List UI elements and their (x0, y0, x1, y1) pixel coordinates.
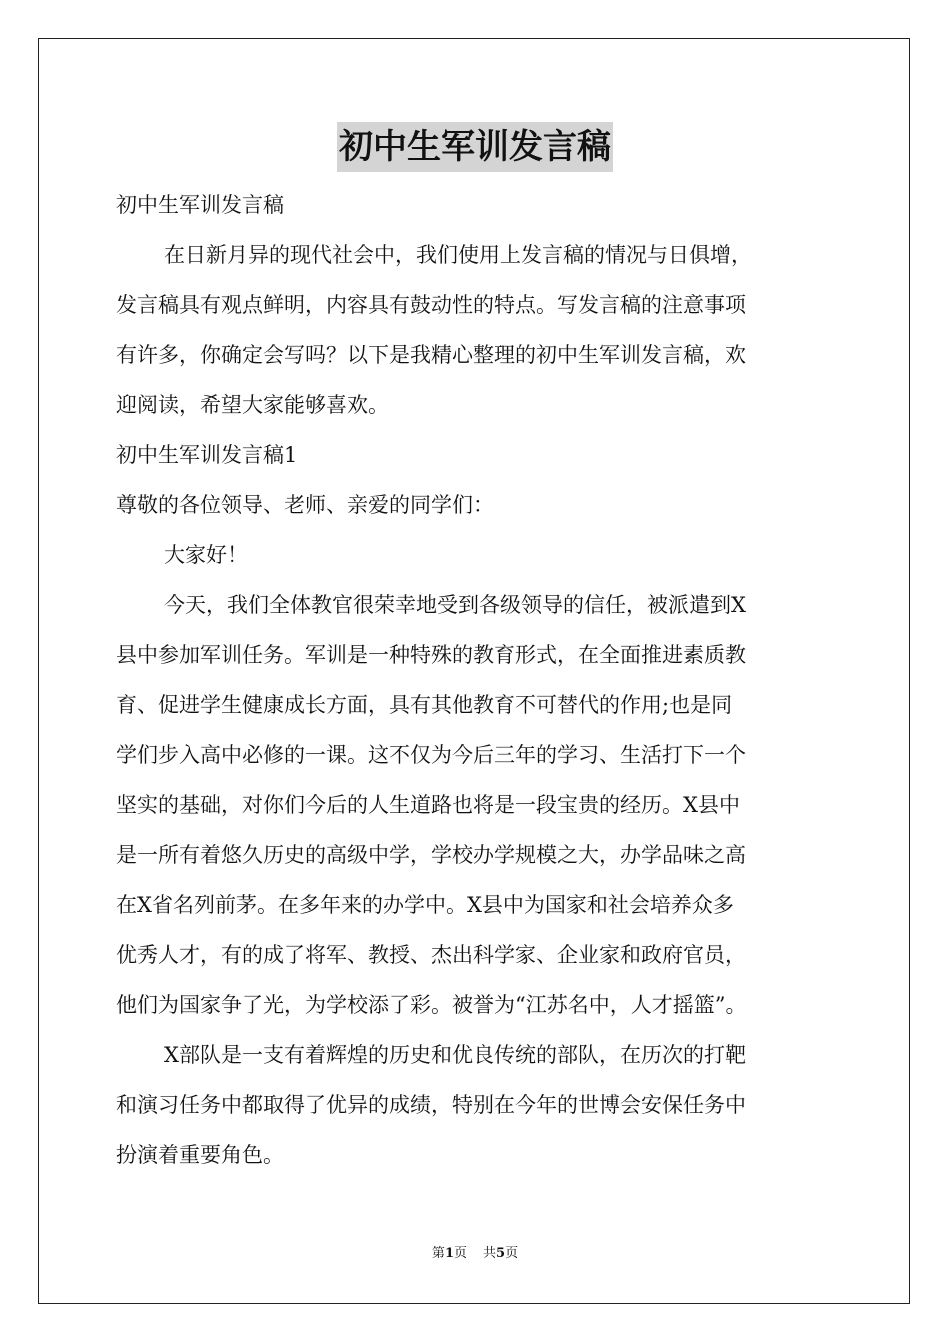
text-line: 扮演着重要角色。 (116, 1143, 284, 1167)
text-line: 迎阅读，希望大家能够喜欢。 (116, 393, 389, 417)
text-line: 学们步入高中必修的一课。这不仅为今后三年的学习、生活打下一个 (116, 743, 746, 767)
page-prefix: 第 (431, 1246, 445, 1261)
text-line: 发言稿具有观点鲜明，内容具有鼓动性的特点。写发言稿的注意事项 (116, 293, 746, 317)
text-line: 有许多，你确定会写吗？以下是我精心整理的初中生军训发言稿，欢 (116, 343, 746, 367)
title-area (0, 122, 950, 172)
text-line: 初中生军训发言稿 (116, 193, 284, 217)
text-line: 育、促进学生健康成长方面，具有其他教育不可替代的作用;也是同 (116, 693, 733, 717)
document-body (116, 180, 836, 1180)
text-line: 初中生军训发言稿1 (116, 443, 298, 467)
page-suffix: 页 (453, 1246, 467, 1261)
text-line: 尊敬的各位领导、老师、亲爱的同学们： (116, 493, 494, 517)
text-line: 他们为国家争了光，为学校添了彩。被誉为“江苏名中，人才摇篮”。 (116, 993, 747, 1017)
text-line: 在日新月异的现代社会中，我们使用上发言稿的情况与日俱增， (164, 243, 752, 267)
text-line: 是一所有着悠久历史的高级中学，学校办学规模之大，办学品味之高 (116, 843, 746, 867)
total-prefix: 共 (483, 1246, 497, 1261)
text-line: 在X省名列前茅。在多年来的办学中。X县中为国家和社会培养众多 (116, 893, 734, 917)
text-line: 大家好！ (164, 543, 248, 567)
text-line: 今天，我们全体教官很荣幸地受到各级领导的信任，被派遣到X (164, 593, 746, 617)
page-footer (0, 1244, 950, 1264)
text-line: X部队是一支有着辉煌的历史和优良传统的部队，在历次的打靶 (164, 1043, 746, 1067)
text-line: 优秀人才，有的成了将军、教授、杰出科学家、企业家和政府官员， (116, 943, 746, 967)
total-suffix: 页 (505, 1246, 519, 1261)
document-title: 初中生军训发言稿 (337, 122, 613, 172)
page-number: 1 (444, 1246, 454, 1261)
text-line: 和演习任务中都取得了优异的成绩，特别在今年的世博会安保任务中 (116, 1093, 746, 1117)
total-pages: 5 (496, 1246, 506, 1261)
text-line: 坚实的基础，对你们今后的人生道路也将是一段宝贵的经历。X县中 (116, 793, 740, 817)
text-line: 县中参加军训任务。军训是一种特殊的教育形式，在全面推进素质教 (116, 643, 746, 667)
